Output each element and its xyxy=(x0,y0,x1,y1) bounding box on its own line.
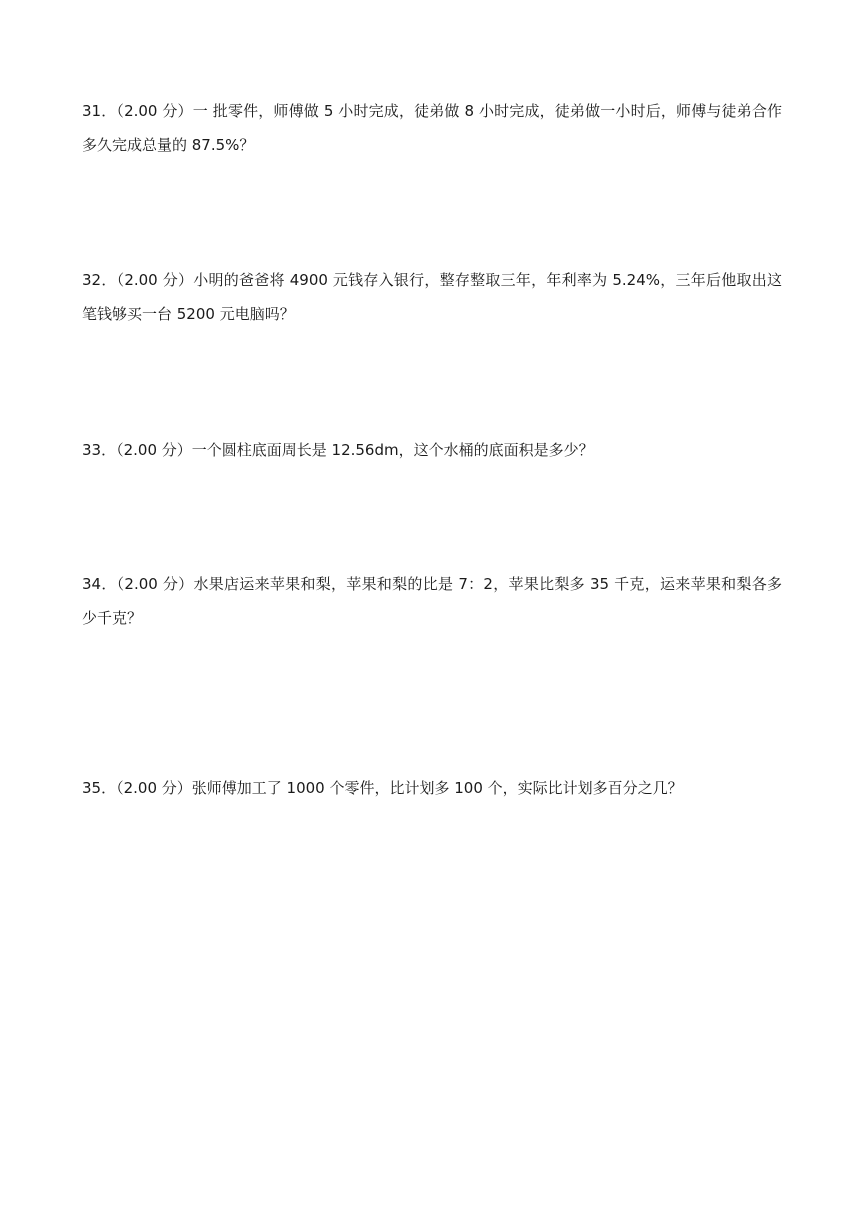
question-31: 31．（2.00 分）一 批零件，师傅做 5 小时完成，徒弟做 8 小时完成，徒弟做一小时后，师傅与徒弟合作多久完成总量的 87.5%？ xyxy=(82,102,782,154)
question-35: 35．（2.00 分）张师傅加工了 1000 个零件，比计划多 100 个，实际比计划多百分之几？ xyxy=(82,779,683,797)
question-34: 34．（2.00 分）水果店运来苹果和梨，苹果和梨的比是 7：2，苹果比梨多 35 千克，运来苹果和梨各多少千克？ xyxy=(82,575,782,627)
question-32: 32．（2.00 分）小明的爸爸将 4900 元钱存入银行，整存整取三年，年利率为 5.24%，三年后他取出这笔钱够买一台 5200 元电脑吗？ xyxy=(82,271,782,323)
question-33: 33．（2.00 分）一个圆柱底面周长是 12.56dm，这个水桶的底面积是多少？ xyxy=(82,441,594,459)
